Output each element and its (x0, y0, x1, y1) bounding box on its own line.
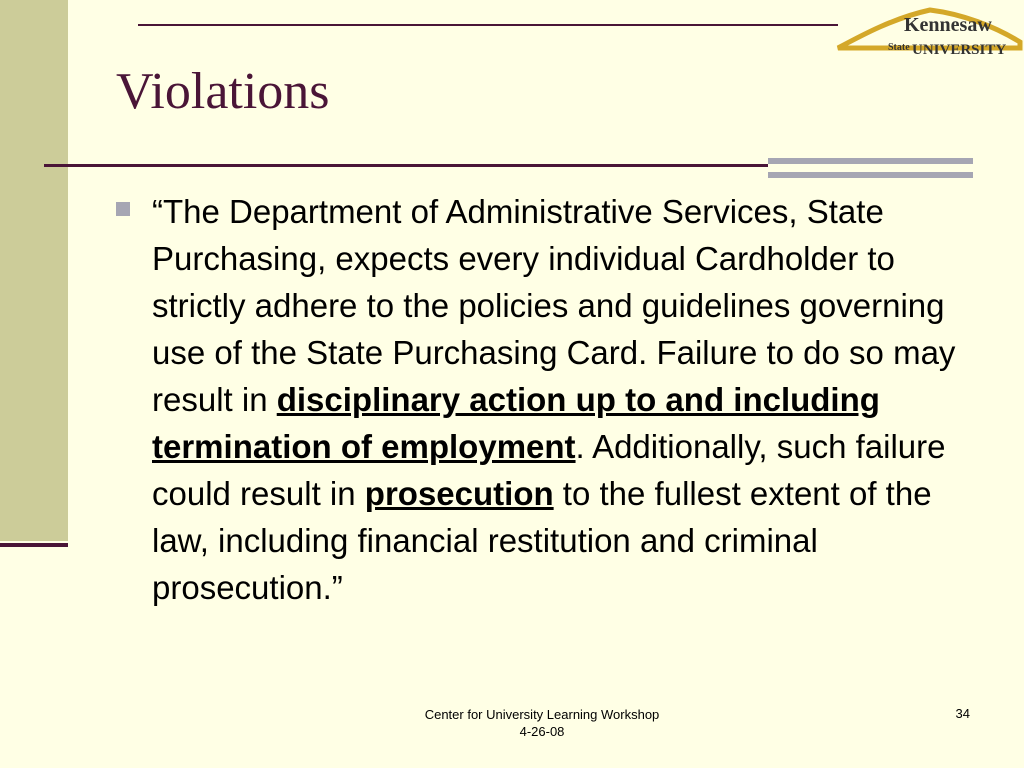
body-text-part-1: “The Department of Administrative Services, State Purchasing, expects every individual Cardholder to strictly adhere to the policies and guidelines governing use of the State Purchasing Card. Failure to do so may result in (152, 193, 956, 418)
body-text-part-2: . Additionally, such failure could result in (152, 428, 946, 512)
footer-line-2: 4-26-08 (519, 724, 565, 739)
logo-text-university: UNIVERSITY (912, 42, 1007, 58)
slide-number: 34 (955, 706, 970, 721)
sidebar-accent-line (0, 543, 68, 547)
body-text-part-3: to the fullest extent of the law, including financial restitution and criminal prosecution.” (152, 475, 932, 606)
bullet-text (152, 188, 982, 611)
logo-text-kennesaw: Kennesaw (904, 14, 992, 36)
bullet-square-icon (116, 202, 130, 216)
slide-title: Violations (116, 63, 330, 120)
footer-text (392, 706, 692, 740)
title-accent-bars (768, 158, 973, 178)
kennesaw-state-logo (834, 4, 1024, 66)
logo-text-state: State (888, 42, 910, 53)
title-underline (44, 164, 768, 167)
emphasis-disciplinary-action: disciplinary action up to and including termination of employment (152, 381, 880, 465)
top-rule (138, 24, 838, 26)
left-sidebar-band (0, 0, 68, 541)
emphasis-prosecution: prosecution (364, 475, 554, 512)
footer-line-1: Center for University Learning Workshop (424, 707, 660, 722)
